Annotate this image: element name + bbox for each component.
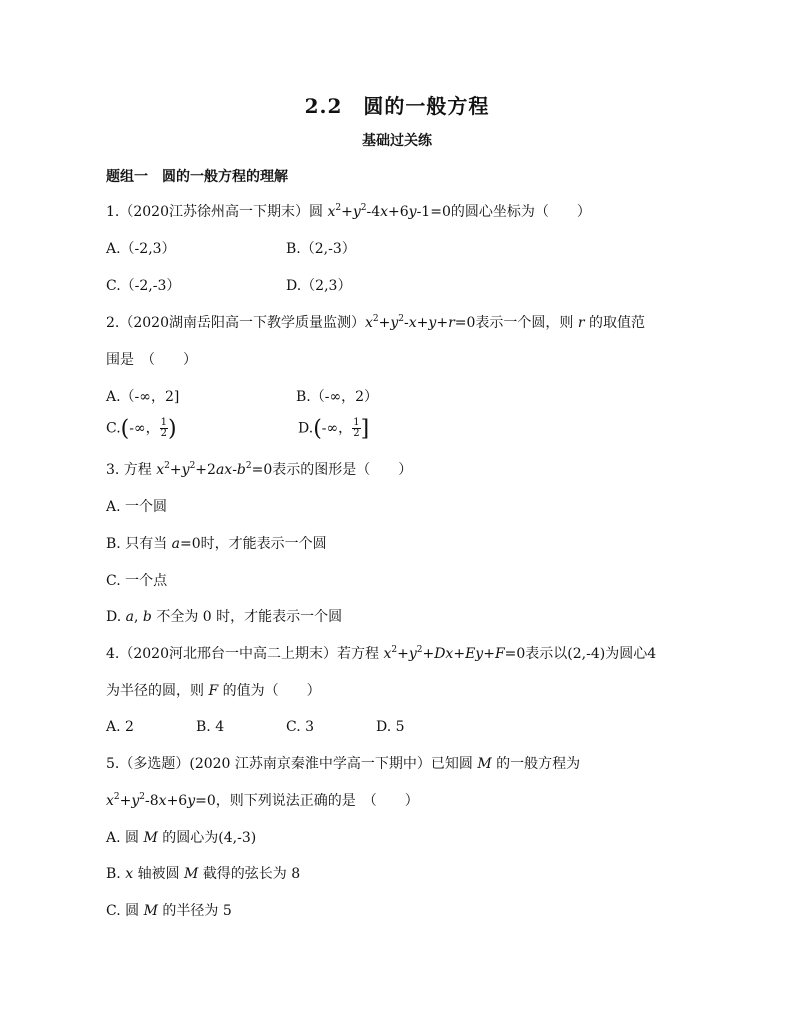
q3-prefix: 3. 方程 <box>106 462 157 478</box>
q2-equation: $x^2+y^2-x+y+r=0$ <box>365 314 476 331</box>
q2-option-c-neg-inf: -∞， <box>129 420 160 437</box>
q4-option-d: D. 5 <box>376 719 405 735</box>
q5-option-a: A. 圆 M 的圆心为(4,-3) <box>106 830 257 846</box>
q2-option-d: D.(-∞， $\frac{1}{2}$ ] <box>298 416 370 442</box>
q5-line-2: $x^2+y^2-8x+6y=0$，则下列说法正确的是 （ ） <box>106 792 419 809</box>
q2-option-c-label: C. <box>106 420 121 437</box>
q2-option-c-fraction: $\frac{1}{2}$ <box>160 417 168 439</box>
q2-option-d-fraction: $\frac{1}{2}$ <box>353 417 360 439</box>
q3-option-a: A. 一个圆 <box>106 499 168 515</box>
q4-option-c: C. 3 <box>286 719 315 735</box>
page-title: 2.2 圆的一般方程 <box>304 94 490 118</box>
q3-equation: $x^2+y^2+2ax-b^2=0$ <box>156 461 273 478</box>
q4-equation: $x^2+y^2+Dx+Ey+F=0$ <box>383 645 526 662</box>
q3-option-b: B. 只有当 a=0时，才能表示一个圆 <box>106 536 327 552</box>
q4-line-2: 为半径的圆，则 F 的值为（ ） <box>106 683 321 699</box>
q1-option-c: C.（-2,-3） <box>106 278 181 294</box>
q4-option-b: B. 4 <box>196 719 225 735</box>
q5-option-c: C. 圆 M 的半径为 5 <box>106 903 232 919</box>
q2-option-d-neg-inf: -∞， <box>321 420 353 437</box>
q3-option-d: D. a, b 不全为 0 时，才能表示一个圆 <box>106 609 343 625</box>
q2-middle: 表示一个圆，则 <box>475 315 578 331</box>
q4-prefix: 4.（2020河北邢台一中高二上期末）若方程 <box>106 646 384 662</box>
q5-option-b: B. x 轴被圆 M 截得的弦长为 8 <box>106 866 301 882</box>
q1-option-d: D.（2,3） <box>286 278 352 294</box>
question-1 <box>106 202 591 222</box>
question-2 <box>106 313 645 333</box>
q5-prefix-end: 的一般方程为 <box>496 756 581 772</box>
q2-variable: r <box>577 315 585 331</box>
q3-option-c: C. 一个点 <box>106 573 168 589</box>
section-heading: 题组一 圆的一般方程的理解 <box>106 169 288 185</box>
question-5: 5.（多选题）(2020 江苏南京秦淮中学高一下期中）已知圆 M 的一般方程为 <box>106 756 581 772</box>
q2-line-2: 围是 （ ） <box>106 352 197 368</box>
q5-equation: $x^2+y^2-8x+6y=0$ <box>106 792 216 809</box>
q2-option-a: A.（-∞，2] <box>106 389 180 405</box>
question-4 <box>106 644 656 664</box>
q2-suffix: 的取值范 <box>584 315 646 331</box>
q1-prefix: 1.（2020江苏徐州高一下期末）圆 <box>106 204 328 220</box>
q2-option-c: C.(-∞， $\frac{1}{2}$ ) <box>106 416 177 442</box>
q2-prefix: 2.（2020湖南岳阳高一下教学质量监测） <box>106 315 365 331</box>
q4-option-a: A. 2 <box>106 719 134 735</box>
q1-option-a: A.（-2,3） <box>106 241 176 257</box>
q5-prefix: 5.（多选题）(2020 江苏南京秦淮中学高一下期中）已知圆 <box>106 756 478 772</box>
q3-suffix: 表示的图形是（ ） <box>272 462 413 478</box>
question-3 <box>106 460 412 480</box>
page-subtitle: 基础过关练 <box>362 133 432 149</box>
q2-option-b: B.（-∞，2） <box>296 389 379 405</box>
q2-option-d-label: D. <box>298 420 314 437</box>
q1-suffix: 的圆心坐标为（ ） <box>450 204 591 220</box>
q1-equation: $x^2+y^2-4x+6y-1=0$ <box>327 203 451 220</box>
q1-option-b: B.（2,-3） <box>286 241 356 257</box>
q4-suffix: 表示以(2,-4)为圆心4 <box>525 646 657 662</box>
